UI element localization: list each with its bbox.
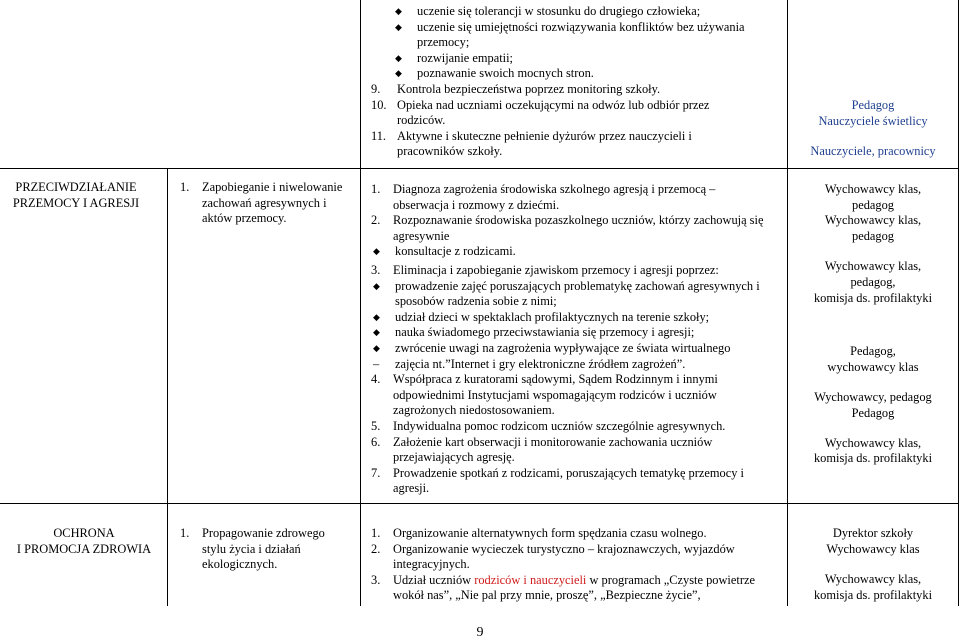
section3-tasks-cell (371, 526, 781, 604)
section2-goal-num: 1. (180, 180, 190, 194)
section3-responsible-cell (788, 526, 958, 603)
s2-task-6-text: Założenie kart obserwacji i monitorowanie zachowania uczniów przejawiających agresję. (393, 434, 713, 465)
s2-task-2 (371, 213, 775, 244)
s2-task-1 (371, 182, 775, 213)
s2-task-2-num: 2. (371, 213, 381, 228)
top-item-10 (371, 98, 771, 129)
s3-resp-3b: komisja ds. profilaktyki (813, 587, 933, 602)
top-resp-2: Nauczyciele świetlicy (818, 113, 928, 128)
s3-resp-2: Wychowawcy klas (826, 541, 920, 556)
s2-task-4-num: 4. (371, 372, 381, 387)
s3-resp-1: Dyrektor szkoły (832, 526, 914, 540)
s3-task-2-text: Organizowanie wycieczek turystyczno – krajoznawczych, wyjazdów integracyjnych. (393, 541, 735, 572)
s2-resp-1a: Wychowawcy klas, (824, 182, 922, 196)
s2-task-3-dash: – (373, 356, 380, 371)
s2-resp-6: Pedagog (851, 405, 895, 420)
s2-resp-3a: Wychowawcy klas, (824, 259, 922, 274)
s2-task-7 (371, 466, 775, 497)
s3-task-1-text: Organizowanie alternatywnych form spędzania czasu wolnego. (393, 526, 707, 540)
row-divider-1 (0, 168, 959, 169)
top-item-9 (371, 82, 771, 98)
s2-resp-7a: Wychowawcy klas, (824, 435, 922, 450)
top-resp-1: Pedagog (851, 98, 895, 112)
top-item-11-num: 11. (371, 128, 387, 143)
top-item-11-text: Aktywne i skuteczne pełnienie dyżurów przez nauczycieli i pracowników szkoły. (397, 128, 692, 159)
s2-resp-5: Wychowawcy, pedagog (814, 390, 932, 405)
section2-area: PRZECIWDZIAŁANIE PRZEMOCY I AGRESJI (12, 180, 140, 210)
s2-resp-4a: Pedagog, (850, 344, 896, 359)
section2-tasks-cell (371, 182, 775, 497)
s3-task-3-text (393, 573, 781, 604)
s2-task-4-text: Współpraca z kuratorami sądowymi, Sądem Rodzinnym i innymi odpowiednimi Instytucjami wspomagającym rodziców i uczniów zagrożonych niedostosowaniem. (393, 372, 718, 418)
col-divider-2 (360, 168, 361, 503)
top-item-10-num: 10. (371, 97, 387, 112)
s2-task-3-num: 3. (371, 262, 381, 277)
section3-goal (180, 526, 350, 573)
s2-task-5 (371, 419, 775, 435)
s2-resp-1b: pedagog (852, 197, 894, 212)
s2-resp-4b: wychowawcy klas (827, 359, 919, 374)
col-divider-1 (167, 168, 168, 503)
s3-task-2-num: 2. (371, 541, 381, 556)
s2-task-3-tail-text: zajęcia nt.”Internet i gry elektroniczne źródłem zagrożeń”. (395, 356, 686, 371)
top-bullet-list (393, 4, 771, 82)
s2-task-5-text: Indywidualna pomoc rodzicom uczniów szczególnie agresywnych. (393, 418, 726, 433)
section2-goal-text: Zapobieganie i niwelowanie zachowań agresywnych i aktów przemocy. (202, 180, 343, 226)
s3-resp-3a: Wychowawcy klas, (824, 572, 922, 587)
top-resp-3: Nauczyciele, pracownicy (810, 144, 936, 159)
s2-task-3-bullet-0: ◆ prowadzenie zajęć poruszających problematykę zachowań agresywnych i sposobów radzenia sobie z nimi; (371, 279, 775, 310)
s2-task-2-bullets (371, 244, 775, 260)
s2-task-3-bullets (371, 279, 775, 357)
top-bullet-0: ◆ uczenie się tolerancji w stosunku do drugiego człowieka; (393, 4, 771, 20)
section3-goal-num: 1. (180, 526, 190, 540)
s2-resp-3c: komisja ds. profilaktyki (813, 290, 933, 305)
s2-task-3-text: Eliminacja i zapobieganie zjawiskom przemocy i agresji poprzez: (393, 262, 719, 277)
row-divider-2 (0, 503, 959, 504)
s2-task-6-num: 6. (371, 434, 381, 449)
top-responsible-cell (788, 98, 958, 160)
top-item-10-text: Opieka nad uczniami oczekującymi na odwóz lub odbiór przez rodziców. (397, 97, 710, 128)
s3-task-3 (371, 573, 781, 604)
s2-resp-2a: Wychowawcy klas, (824, 213, 922, 228)
page-number: 9 (476, 625, 484, 640)
section3-area-line2: I PROMOCJA ZDROWIA (16, 541, 152, 556)
table-border-left (360, 0, 361, 168)
s2-task-7-text: Prowadzenie spotkań z rodzicami, poruszających tematykę przemocy i agresji. (393, 465, 744, 496)
s3-task-1-num: 1. (371, 526, 381, 540)
top-item-9-num: 9. (371, 81, 381, 96)
section3-goal-text: Propagowanie zdrowego stylu życia i działań ekologicznych. (202, 526, 325, 572)
section3-area-line1: OCHRONA (53, 526, 115, 540)
s2-task-2-text: Rozpoznawanie środowiska pozaszkolnego uczniów, którzy zachowują się agresywnie (393, 213, 764, 243)
s2-resp-7b: komisja ds. profilaktyki (813, 451, 933, 466)
s2-task-2-bullet: ◆ konsultacje z rodzicami. (371, 244, 775, 260)
section2-goal (180, 180, 350, 227)
s2-task-3-bullet-1: ◆ udział dzieci w spektaklach profilaktycznych na terenie szkoły; (371, 310, 775, 326)
top-bullet-2: ◆ rozwijanie empatii; (393, 51, 771, 67)
s2-task-6 (371, 435, 775, 466)
col-divider-2b (360, 503, 361, 606)
section3-area (2, 526, 166, 557)
s3-task-2 (371, 542, 781, 573)
s3-task-1 (371, 526, 781, 542)
section2-responsible-cell (788, 182, 958, 467)
s2-resp-2b: pedagog (852, 228, 894, 243)
s2-resp-3b: pedagog, (850, 274, 896, 289)
s3-task-3-pre: Udział uczniów (393, 572, 475, 587)
top-item-9-text: Kontrola bezpieczeństwa poprzez monitoring szkoły. (397, 81, 661, 96)
s2-task-3-bullet-2: ◆ nauka świadomego przeciwstawiania się przemocy i agresji; (371, 325, 775, 341)
top-bullet-3: ◆ poznawanie swoich mocnych stron. (393, 66, 771, 82)
top-item-11 (371, 129, 771, 160)
s2-task-7-num: 7. (371, 465, 381, 480)
s2-task-3 (371, 263, 775, 279)
s2-task-3-tail (371, 357, 775, 373)
s3-task-3-highlight: rodziców i nauczycieli (474, 572, 587, 587)
s2-task-5-num: 5. (371, 418, 381, 433)
s2-task-1-text: Diagnoza zagrożenia środowiska szkolnego agresją i przemocą – obserwacja i rozmowy z dziećmi. (393, 182, 716, 212)
s3-task-3-num: 3. (371, 572, 381, 587)
s2-task-3-bullet-3: ◆ zwrócenie uwagi na zagrożenia wypływające ze świata wirtualnego (371, 341, 775, 357)
s2-task-4 (371, 372, 775, 419)
top-bullet-1: ◆ uczenie się umiejętności rozwiązywania konfliktów bez używania przemocy; (393, 20, 771, 51)
col-divider-1b (167, 503, 168, 606)
top-tasks-cell (371, 4, 771, 160)
s3-task-3-post: w programach „Czyste powietrze wokół nas”, „Nie pal przy mnie, proszę”, „Bezpieczne życie”, (393, 572, 755, 603)
s2-task-1-num: 1. (371, 182, 381, 196)
